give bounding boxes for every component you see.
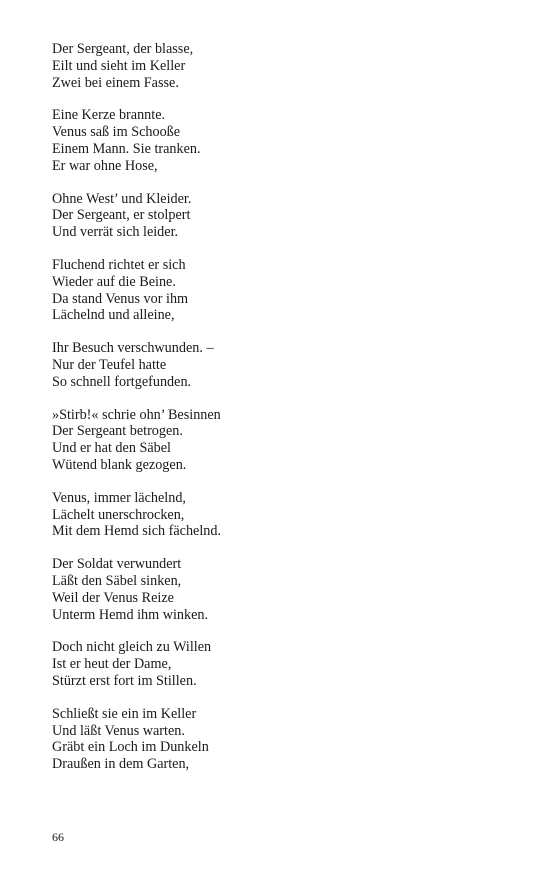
poem-line: Lächelnd und alleine, — [52, 307, 175, 324]
stanza — [52, 490, 492, 540]
poem-line: Der Sergeant, er stolpert — [52, 207, 191, 224]
poem-line: Wieder auf die Beine. — [52, 273, 176, 290]
poem-line: Einem Mann. Sie tranken. — [52, 140, 201, 157]
stanza — [52, 407, 492, 474]
poem-line: Und verrät sich leider. — [52, 224, 179, 241]
poem-line: Der Sergeant, der blasse, — [52, 41, 194, 57]
poem-line: Da stand Venus vor ihm — [52, 290, 189, 307]
page-number: 66 — [52, 830, 64, 844]
poem-line: Schließt sie ein im Keller — [52, 705, 197, 722]
poem-body — [52, 41, 492, 789]
poem-line: Wütend blank gezogen. — [52, 456, 187, 473]
poem-line: Unterm Hemd ihm winken. — [52, 606, 209, 623]
stanza — [52, 706, 492, 773]
poem-line: Der Soldat verwundert — [52, 556, 182, 573]
poem-line: Weil der Venus Reize — [52, 589, 174, 606]
stanza — [52, 107, 492, 174]
poem-line: Venus, immer lächelnd, — [52, 489, 186, 506]
stanza — [52, 556, 492, 623]
poem-line: Ihr Besuch verschwunden. – — [52, 340, 214, 357]
poem-line: Gräbt ein Loch im Dunkeln — [52, 739, 209, 756]
stanza — [52, 41, 492, 91]
poem-line: Zwei bei einem Fasse. — [52, 74, 179, 91]
poem-line: Und läßt Venus warten. — [52, 722, 185, 739]
poem-line: Venus saß im Schooße — [52, 124, 181, 141]
stanza — [52, 191, 492, 241]
poem-line: Und er hat den Säbel — [52, 440, 171, 457]
poem-line: Er war ohne Hose, — [52, 157, 158, 174]
poem-line: Mit dem Hemd sich fächelnd. — [52, 523, 222, 540]
poem-line: Eilt und sieht im Keller — [52, 57, 186, 74]
poem-line: Lächelt unerschrocken, — [52, 506, 185, 523]
poem-line: Ohne West’ und Kleider. — [52, 190, 192, 207]
poem-line: So schnell fortgefunden. — [52, 373, 192, 390]
stanza — [52, 639, 492, 689]
poem-line: Ist er heut der Dame, — [52, 656, 172, 673]
stanza — [52, 257, 492, 324]
poem-line: Eine Kerze brannte. — [52, 107, 166, 124]
poem-line: Der Sergeant betrogen. — [52, 423, 183, 440]
poem-line: Nur der Teufel hatte — [52, 356, 167, 373]
poem-line: Draußen in dem Garten, — [52, 756, 190, 773]
poem-line: »Stirb!« schrie ohn’ Besinnen — [52, 406, 221, 423]
poem-line: Läßt den Säbel sinken, — [52, 572, 182, 589]
poem-line: Fluchend richtet er sich — [52, 256, 186, 273]
stanza — [52, 340, 492, 390]
poem-line: Doch nicht gleich zu Willen — [52, 639, 212, 656]
poem-line: Stürzt erst fort im Stillen. — [52, 672, 197, 689]
